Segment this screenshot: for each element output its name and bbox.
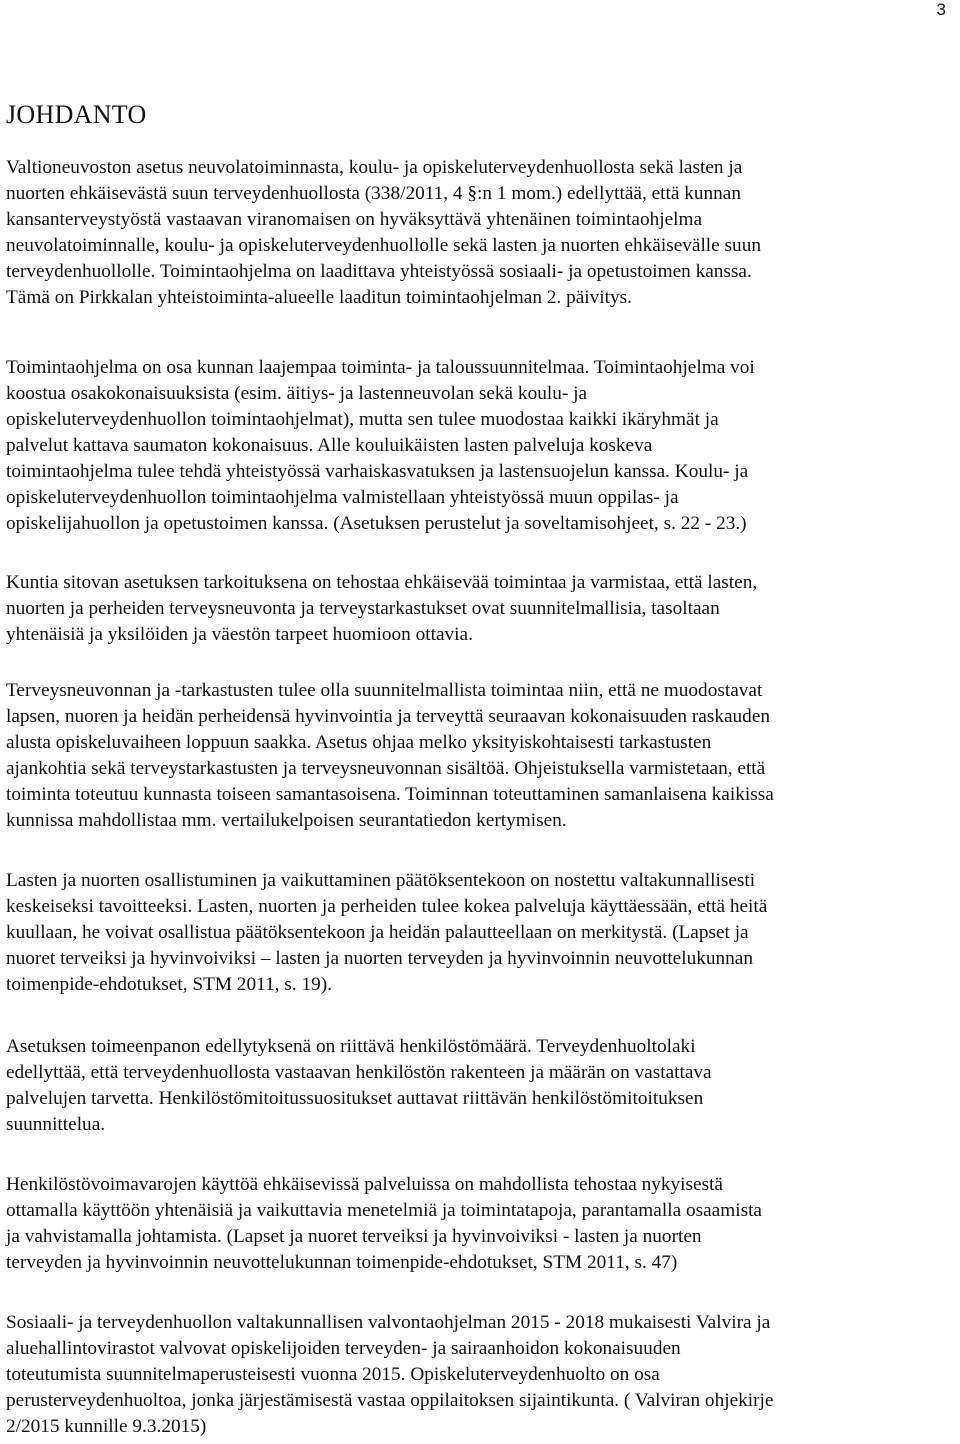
text-line: Henkilöstövoimavarojen käyttöä ehkäisevissä palveluissa on mahdollista tehostaa nykyisestä (6, 1174, 723, 1195)
text-line: Lasten ja nuorten osallistuminen ja vaikuttaminen päätöksentekoon on nostettu valtakunnallisesti (6, 870, 756, 891)
page-number: 3 (936, 0, 946, 19)
text-line: opiskelijahuollon ja opetustoimen kanssa. (Asetuksen perustelut ja soveltamisohjeet, s. 22 - 23.) (6, 513, 747, 534)
text-line: Kuntia sitovan asetuksen tarkoituksena on tehostaa ehkäisevää toimintaa ja varmistaa, että lasten, (6, 572, 758, 593)
text-line: Sosiaali- ja terveydenhuollon valtakunnallisen valvontaohjelman 2015 - 2018 mukaisesti Valvira ja (6, 1312, 771, 1333)
text-line: kuullaan, he voivat osallistua päätöksentekoon ja heidän palautteellaan on merkitystä. (Lapset ja (6, 922, 749, 943)
paragraph-intro (6, 155, 956, 311)
text-line: kansanterveystyöstä vastaavan viranomaisen on hyväksyttävä yhtenäinen toimintaohjelma (6, 209, 703, 230)
text-line: terveydenhuollolle. Toimintaohjelma on laadittava yhteistyössä sosiaali- ja opetustoimen kanssa. (6, 261, 752, 282)
text-line: Toimintaohjelma on osa kunnan laajempaa toiminta- ja taloussuunnitelmaa. Toimintaohjelma voi (6, 357, 755, 378)
page-heading: JOHDANTO (6, 100, 147, 129)
text-line: perusterveydenhuoltoa, jonka järjestämisestä vastaa oppilaitoksen sijaintikunta. ( Valviran ohjekirje (6, 1390, 774, 1411)
text-line: neuvolatoiminnalle, koulu- ja opiskeluterveydenhuollolle sekä lasten ja nuorten ehkäisevälle suun (6, 235, 761, 256)
text-line: lapsen, nuoren ja heidän perheidensä hyvinvointia ja terveyttä seuraavan kokonaisuuden raskauden (6, 706, 771, 727)
text-line: kunnissa mahdollistaa mm. vertailukelpoisen seurantatiedon kertymisen. (6, 810, 567, 831)
text-line: palvelujen tarvetta. Henkilöstömitoitussuositukset auttavat riittävän henkilöstömitoituksen (6, 1088, 704, 1109)
text-line: ottamalla käyttöön yhtenäisiä ja vaikuttavia menetelmiä ja toimintatapoja, parantamalla osaamista (6, 1200, 762, 1221)
text-line: palvelut kattava saumaton kokonaisuus. Alle kouluikäisten lasten palveluja koskeva (6, 435, 653, 456)
text-line: nuorten ehkäisevästä suun terveydenhuollosta (338/2011, 4 §:n 1 mom.) edellyttää, että kunnan (6, 183, 742, 204)
text-line: yhtenäisiä ja yksilöiden ja väestön tarpeet huomioon ottavia. (6, 624, 473, 645)
text-line: Asetuksen toimeenpanon edellytyksenä on riittävä henkilöstömäärä. Terveydenhuoltolaki (6, 1036, 696, 1057)
text-line: koostua osakokonaisuuksista (esim. äitiys- ja lastenneuvolan sekä koulu- ja (6, 383, 587, 404)
text-line: aluehallintovirastot valvovat opiskelijoiden terveyden- ja sairaanhoidon kokonaisuuden (6, 1338, 681, 1359)
text-line: Terveysneuvonnan ja -tarkastusten tulee olla suunnitelmallista toimintaa niin, että ne muodostavat (6, 680, 763, 701)
paragraph-health-counselling (6, 678, 956, 834)
text-line: toiminta toteutuu kunnasta toiseen samantasoisena. Toiminnan toteuttaminen samanlaisena kaikissa (6, 784, 774, 805)
text-line: terveyden ja hyvinvoinnin neuvottelukunnan toimenpide-ehdotukset, STM 2011, s. 47) (6, 1252, 678, 1273)
text-line: nuorten ja perheiden terveysneuvonta ja terveystarkastukset ovat suunnitelmallisia, tasoltaan (6, 598, 720, 619)
paragraph-staffing (6, 1034, 956, 1138)
text-line: Tämä on Pirkkalan yhteistoiminta-alueelle laaditun toimintaohjelman 2. päivitys. (6, 287, 632, 308)
text-line: nuoret terveiksi ja hyvinvoiviksi – lasten ja nuorten terveyden ja hyvinvoinnin neuvottelukunnan (6, 948, 753, 969)
text-line: toimintaohjelma tulee tehdä yhteistyössä varhaiskasvatuksen ja lastensuojelun kanssa. Koulu- ja (6, 461, 749, 482)
paragraph-supervision (6, 1310, 956, 1440)
text-line: toimenpide-ehdotukset, STM 2011, s. 19). (6, 974, 332, 995)
text-line: 2/2015 kunnille 9.3.2015) (6, 1416, 207, 1437)
text-line: ja vahvistamalla johtamista. (Lapset ja nuoret terveiksi ja hyvinvoiviksi - lasten ja nuorten (6, 1226, 702, 1247)
text-line: suunnittelua. (6, 1114, 106, 1135)
text-line: Valtioneuvoston asetus neuvolatoiminnasta, koulu- ja opiskeluterveydenhuollosta sekä lasten ja (6, 157, 743, 178)
text-line: alusta opiskeluvaiheen loppuun saakka. Asetus ohjaa melko yksityiskohtaisesti tarkastusten (6, 732, 712, 753)
paragraph-participation (6, 868, 956, 998)
text-line: opiskeluterveydenhuollon toimintaohjelmat), mutta sen tulee muodostaa kaikki ikäryhmät ja (6, 409, 719, 430)
paragraph-program-scope (6, 355, 956, 537)
paragraph-resources (6, 1172, 956, 1276)
text-line: ajankohtia sekä terveystarkastusten ja terveysneuvonnan sisältöä. Ohjeistuksella varmistetaan, että (6, 758, 766, 779)
text-line: opiskeluterveydenhuollon toimintaohjelma valmistellaan yhteistyössä muun oppilas- ja (6, 487, 679, 508)
text-line: edellyttää, että terveydenhuollosta vastaavan henkilöstön rakenteen ja määrän on vastattava (6, 1062, 712, 1083)
text-line: toteutumista suunnitelmaperusteisesti vuonna 2015. Opiskeluterveydenhuolto on osa (6, 1364, 660, 1385)
text-line: keskeiseksi tavoitteeksi. Lasten, nuorten ja perheiden tulee kokea palveluja käyttäessään, että heitä (6, 896, 768, 917)
paragraph-purpose (6, 570, 956, 648)
